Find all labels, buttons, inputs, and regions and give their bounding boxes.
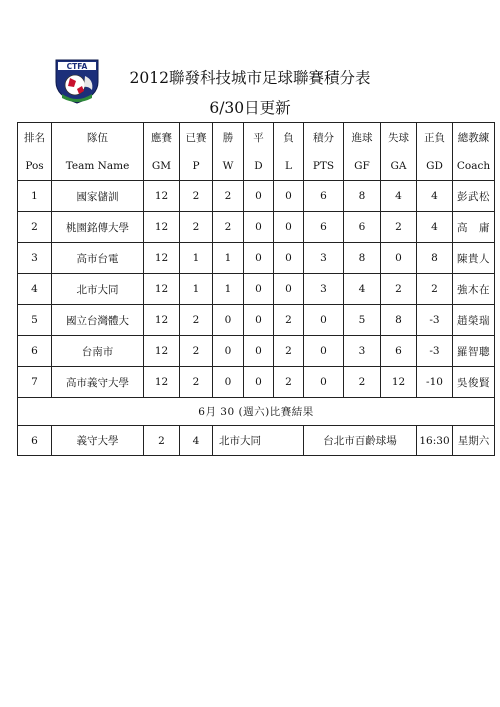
cell-pos: 2 (18, 212, 52, 243)
cell-team: 國家儲訓 (52, 181, 144, 212)
cell-d: 0 (244, 336, 274, 367)
cell-d: 0 (244, 367, 274, 398)
header-cell-en: P (180, 151, 213, 181)
cell-w: 0 (213, 367, 244, 398)
cell-gm: 12 (144, 274, 180, 305)
cell-gd: -10 (417, 367, 453, 398)
cell-coach: 趙榮瑞 (453, 305, 495, 336)
header-cell-zh: 排名 (18, 123, 52, 152)
cell-ga: 0 (381, 243, 417, 274)
cell-pts: 0 (304, 367, 344, 398)
cell-gf: 2 (344, 367, 381, 398)
cell-ga: 6 (381, 336, 417, 367)
cell-gd: 8 (417, 243, 453, 274)
match-result-row (18, 426, 495, 456)
table-row (18, 212, 495, 243)
cell-pos: 3 (18, 243, 52, 274)
home-team: 義守大學 (52, 426, 144, 456)
table-row (18, 243, 495, 274)
table-row (18, 274, 495, 305)
cell-gd: -3 (417, 336, 453, 367)
cell-gm: 12 (144, 305, 180, 336)
results-title: 6月 30 (週六)比賽結果 (18, 398, 495, 426)
cell-p: 2 (180, 367, 213, 398)
header-cell-zh: 失球 (381, 123, 417, 152)
cell-l: 0 (274, 181, 304, 212)
cell-team: 台南市 (52, 336, 144, 367)
cell-w: 1 (213, 274, 244, 305)
table-row (18, 367, 495, 398)
cell-d: 0 (244, 181, 274, 212)
cell-pos: 5 (18, 305, 52, 336)
update-date: 6/30日更新 (209, 99, 291, 117)
cell-ga: 12 (381, 367, 417, 398)
standings-table (17, 122, 495, 456)
cell-p: 1 (180, 274, 213, 305)
page-title: 2012聯發科技城市足球聯賽積分表 (129, 69, 371, 87)
cell-pts: 3 (304, 243, 344, 274)
header-cell-zh: 進球 (344, 123, 381, 152)
header-cell-en: GA (381, 151, 417, 181)
cell-gd: 4 (417, 212, 453, 243)
cell-l: 0 (274, 243, 304, 274)
cell-w: 0 (213, 305, 244, 336)
cell-ga: 4 (381, 181, 417, 212)
header-cell-zh: 正負 (417, 123, 453, 152)
cell-w: 0 (213, 336, 244, 367)
cell-team: 北市大同 (52, 274, 144, 305)
cell-gf: 4 (344, 274, 381, 305)
cell-team: 桃園銘傳大學 (52, 212, 144, 243)
cell-gf: 3 (344, 336, 381, 367)
cell-p: 2 (180, 305, 213, 336)
cell-coach: 吳俊賢 (453, 367, 495, 398)
cell-pts: 6 (304, 181, 344, 212)
table-row (18, 181, 495, 212)
cell-d: 0 (244, 305, 274, 336)
cell-gd: -3 (417, 305, 453, 336)
away-team: 北市大同 (213, 426, 304, 456)
match-number: 6 (18, 426, 52, 456)
cell-l: 2 (274, 367, 304, 398)
cell-gm: 12 (144, 212, 180, 243)
header-row-english (18, 151, 495, 181)
home-score: 2 (144, 426, 180, 456)
cell-gf: 8 (344, 243, 381, 274)
header-cell-en: Coach (453, 151, 495, 181)
cell-p: 2 (180, 181, 213, 212)
cell-d: 0 (244, 212, 274, 243)
cell-gf: 6 (344, 212, 381, 243)
cell-coach: 羅智聰 (453, 336, 495, 367)
cell-p: 2 (180, 212, 213, 243)
cell-d: 0 (244, 274, 274, 305)
cell-gm: 12 (144, 336, 180, 367)
header-cell-en: W (213, 151, 244, 181)
table-row (18, 336, 495, 367)
cell-team: 高市台電 (52, 243, 144, 274)
cell-p: 1 (180, 243, 213, 274)
cell-pts: 3 (304, 274, 344, 305)
cell-w: 2 (213, 212, 244, 243)
header-cell-en: D (244, 151, 274, 181)
cell-w: 1 (213, 243, 244, 274)
header-cell-zh: 積分 (304, 123, 344, 152)
header-cell-zh: 應賽 (144, 123, 180, 152)
cell-p: 2 (180, 336, 213, 367)
cell-team: 高市義守大學 (52, 367, 144, 398)
cell-coach: 高 庸 (453, 212, 495, 243)
cell-gm: 12 (144, 367, 180, 398)
cell-pos: 7 (18, 367, 52, 398)
cell-gm: 12 (144, 243, 180, 274)
cell-pos: 6 (18, 336, 52, 367)
cell-ga: 2 (381, 274, 417, 305)
cell-gf: 5 (344, 305, 381, 336)
header-cell-en: GM (144, 151, 180, 181)
header-cell-en: Team Name (52, 151, 144, 181)
match-day: 星期六 (453, 426, 495, 456)
cell-coach: 強木在 (453, 274, 495, 305)
cell-ga: 2 (381, 212, 417, 243)
header-cell-en: PTS (304, 151, 344, 181)
header-cell-zh: 已賽 (180, 123, 213, 152)
logo-text: CTFA (66, 62, 88, 71)
cell-pts: 0 (304, 336, 344, 367)
cell-ga: 8 (381, 305, 417, 336)
cell-gd: 2 (417, 274, 453, 305)
cell-pos: 4 (18, 274, 52, 305)
cell-gd: 4 (417, 181, 453, 212)
cell-l: 0 (274, 274, 304, 305)
header-row-chinese (18, 123, 495, 152)
cell-gm: 12 (144, 181, 180, 212)
cell-pts: 6 (304, 212, 344, 243)
results-title-row (18, 398, 495, 426)
away-score: 4 (180, 426, 213, 456)
header-cell-en: GF (344, 151, 381, 181)
match-time: 16:30 (417, 426, 453, 456)
header-cell-zh: 總教練 (453, 123, 495, 152)
cell-pts: 0 (304, 305, 344, 336)
cell-coach: 彭武松 (453, 181, 495, 212)
header-cell-zh: 勝 (213, 123, 244, 152)
header-cell-en: Pos (18, 151, 52, 181)
cell-l: 2 (274, 336, 304, 367)
header-cell-en: GD (417, 151, 453, 181)
table-row (18, 305, 495, 336)
cell-gf: 8 (344, 181, 381, 212)
cell-team: 國立台灣體大 (52, 305, 144, 336)
cell-l: 0 (274, 212, 304, 243)
cell-w: 2 (213, 181, 244, 212)
cell-coach: 陳貴人 (453, 243, 495, 274)
cell-d: 0 (244, 243, 274, 274)
header-cell-zh: 隊伍 (52, 123, 144, 152)
cell-pos: 1 (18, 181, 52, 212)
header-cell-zh: 平 (244, 123, 274, 152)
header-cell-zh: 負 (274, 123, 304, 152)
header-cell-en: L (274, 151, 304, 181)
venue: 台北市百齡球場 (304, 426, 417, 456)
cell-l: 2 (274, 305, 304, 336)
